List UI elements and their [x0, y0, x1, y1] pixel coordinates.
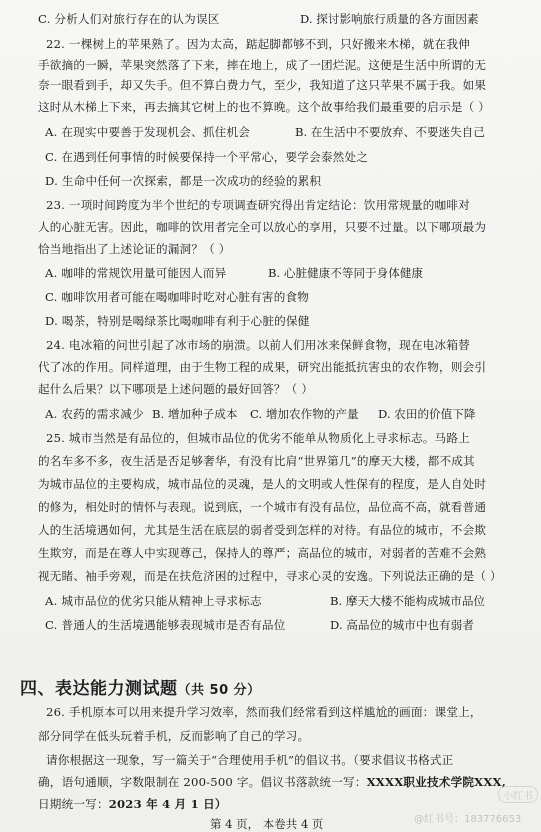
- q25-stem-2: 的名车多不多，夜生活是否足够奢华，有没有比肩“世界第几”的摩天大楼，都不成其: [38, 454, 475, 468]
- q23-stem-2: 人的心脏无害。因此，咖啡的饮用者完全可以放心的享用，只要不过量。以下哪项最为: [38, 220, 487, 234]
- q22-option-a: A. 在现实中要善于发现机会、抓住机会: [45, 125, 251, 139]
- q26-date: 2023 年 4 月 1 日）: [108, 797, 227, 811]
- q25-stem-3: 为城市品位的主要构成，城市品位的灵魂，是人的文明或人性保有的程度，是人自处时: [38, 477, 487, 491]
- q24-stem-2: 代了冰的作用。同样道理，由于生物工程的成果，研究出能抵抗害虫的农作物，则会引: [38, 360, 487, 374]
- q23-option-c: C. 咖啡饮用者可能在喝咖啡时吃对心脏有害的食物: [45, 290, 310, 304]
- q22-stem-4: 这时从木梯上下来，再去摘其它树上的也不算晚。这个故事给我们最重要的启示是（ ）: [38, 100, 491, 114]
- q24-option-b: B. 增加种子成本: [152, 407, 238, 421]
- page-footer: 第 4 页， 本卷共 4 页: [210, 817, 324, 831]
- q26-stem-5-text: 日期统一写：: [38, 797, 109, 811]
- section-points: （共 50 分）: [177, 683, 261, 698]
- q26-stem-3: 请你根据这一现象，写一篇关于“合理使用手机”的倡议书。（要求倡议书格式正: [46, 753, 454, 767]
- q22-stem-2: 手欲摘的一瞬，苹果突然落了下来，摔在地上，成了一团烂泥。这便是生活中所谓的无: [38, 58, 487, 72]
- q21-option-d: D. 探讨影响旅行质量的各方面因素: [300, 12, 479, 26]
- q26-stem-4: [38, 775, 508, 790]
- q22-stem-3: 奈一眼看到手，却又失手。但不算白费力气，至少，我知道了这只苹果不属于我。如果: [38, 78, 487, 92]
- q21-option-c: C. 分析人们对旅行存在的认为误区: [38, 12, 220, 26]
- q23-option-b: B. 心脏健康不等同于身体健康: [268, 266, 424, 280]
- q25-option-a: A. 城市品位的优劣只能从精神上寻求标志: [45, 594, 262, 608]
- q26-stem-2: 部分同学在低头玩着手机，反而影响了自己的学习。: [38, 729, 310, 743]
- q23-option-a: A. 咖啡的常规饮用量可能因人而异: [45, 266, 227, 280]
- section-title: 四、表达能力测试题: [20, 679, 178, 699]
- section-heading: [20, 674, 261, 699]
- q25-stem-4: 的修为，相处时的情怀与表现。说到底，一个城市有没有品位，品位高不高，就看普通: [38, 500, 487, 514]
- q26-signature: XXXX职业技术学院XXX,: [366, 775, 506, 789]
- q26-stem-4-text: 确，语句通顺，字数限制在 200-500 字。倡议书落款统一写：: [38, 775, 367, 789]
- q25-option-d: D. 高品位的城市中也有弱者: [330, 618, 474, 632]
- q23-stem-3: 恰当地指出了上述论证的漏洞？（ ）: [38, 242, 231, 256]
- q24-stem-1: 24. 电冰箱的问世引起了冰市场的崩溃。以前人们用冰来保鲜食物，现在电冰箱替: [46, 338, 470, 352]
- q24-option-d: D. 农田的价值下降: [378, 407, 476, 421]
- q26-stem-1: 26. 手机原本可以用来提升学习效率，然而我们经常看到这样尴尬的画面：课堂上，: [46, 705, 482, 719]
- q25-option-b: B. 摩天大楼不能构成城市品位: [330, 594, 486, 608]
- watermark-id: @红书号：183776653: [414, 814, 522, 825]
- q25-stem-6: 生欺穷，而是在尊人中实现尊己，保持人的尊严；高品位的城市，对弱者的苦难不会熟: [38, 546, 487, 560]
- watermark-badge: 小红书: [498, 786, 538, 803]
- q22-option-c: C. 在遇到任何事情的时候要保持一个平常心，要学会泰然处之: [45, 150, 369, 164]
- q24-option-c: C. 增加农作物的产量: [250, 407, 359, 421]
- q25-stem-1: 25. 城市当然是有品位的，但城市品位的优劣不能单从物质化上寻求标志。马路上: [46, 431, 470, 445]
- q24-option-a: A. 农药的需求减少: [45, 407, 144, 421]
- q25-option-c: C. 普通人的生活境遇能够表现城市是否有品位: [45, 618, 286, 632]
- q22-option-d: D. 生命中任何一次探索，都是一次成功的经验的累积: [45, 174, 322, 188]
- q22-stem-1: 22. 一棵树上的苹果熟了。因为太高，踮起脚都够不到，只好搬来木梯，就在我伸: [46, 37, 470, 51]
- q24-stem-3: 起什么后果？以下哪项是上述问题的最好回答？（ ）: [38, 382, 314, 396]
- q23-stem-1: 23. 一项时间跨度为半个世纪的专项调查研究得出肯定结论：饮用常规量的咖啡对: [46, 198, 470, 212]
- q23-option-d: D. 喝茶，特别是喝绿茶比喝咖啡有利于心脏的保健: [45, 314, 310, 328]
- q22-option-b: B. 在生活中不要放弃、不要迷失自己: [295, 125, 485, 139]
- q25-stem-7: 视无睹、袖手旁观，而是在扶危济困的过程中，寻求心灵的安逸。下列说法正确的是（ ）: [38, 569, 502, 583]
- q25-stem-5: 人的生活境遇如何，尤其是生活在底层的弱者受到怎样的对待。有品位的城市，不会欺: [38, 523, 487, 537]
